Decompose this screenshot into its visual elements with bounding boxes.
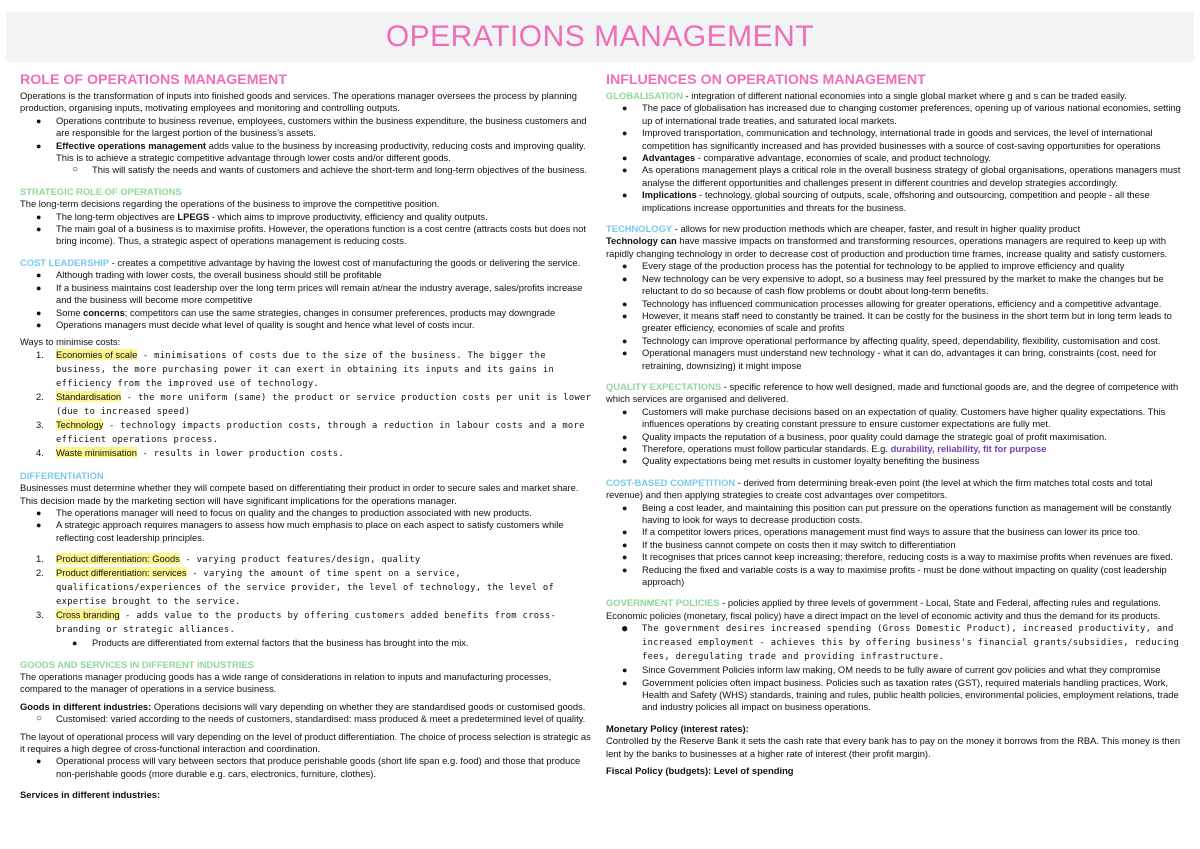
list-item: ● The pace of globalisation has increased due to changing customer preferences, opening up of various national economies, setting up of international trade treaties, and saturated local markets. bbox=[606, 102, 1182, 127]
list-item: ● A strategic approach requires managers to assess how much emphasis to place on each aspect to satisfy customers while reflecting cost leadership principles. bbox=[20, 519, 592, 544]
list-item: ● Operational managers must understand new technology - what it can do, advantages it can bring, constraints (cost, need for retraining, downsizing) it might impose bbox=[606, 347, 1182, 372]
strategic-intro: The long-term decisions regarding the operations of the business to improve the competitive position. bbox=[20, 198, 440, 210]
strategic-heading: STRATEGIC ROLE OF OPERATIONS bbox=[20, 185, 182, 197]
list-item: ● Technology has influenced communication processes allowing for greater operations, efficiency and a competitive advantage. bbox=[606, 298, 1182, 310]
page-title: OPERATIONS MANAGEMENT bbox=[385, 19, 815, 53]
list-item: ● Every stage of the production process has the potential for technology to be applied to improve efficiency and quality bbox=[606, 260, 1182, 272]
strategic-bullets bbox=[20, 211, 592, 248]
government-intro: GOVERNMENT POLICIES - policies applied by three levels of government - Local, State and Federal, affecting rules and regulations. bbox=[606, 597, 1161, 609]
ways-label: Ways to minimise costs: bbox=[20, 336, 121, 348]
monetary-text: Controlled by the Reserve Bank it sets the cash rate that every bank has to pay on the money it borrows from the RBA. This money is then lent by the banks to businesses at a higher rate of interest (their profit margin). bbox=[606, 735, 1181, 759]
list-item: ● Operations contribute to business revenue, employees, customers within the business expenditure, the business customers and are responsible for the largest portion of the business’s assets. bbox=[20, 115, 592, 140]
layout-text: The layout of operational process will vary depending on the level of product differentiation. The choice of process selection is strategic as it requires a high degree of cross-functional interaction and coordination. bbox=[20, 730, 591, 754]
quality-bullets bbox=[606, 406, 1182, 468]
list-item: ● Advantages - comparative advantage, economies of scale, and product technology. bbox=[606, 152, 1182, 164]
list-item: ● Quality impacts the reputation of a business, poor quality could damage the strategic goal of profit maximisation. bbox=[606, 431, 1182, 443]
monetary-label: Monetary Policy (interest rates): bbox=[606, 722, 749, 734]
list-item: ● Therefore, operations must follow particular standards. E.g. durability, reliability, fit for purpose bbox=[606, 443, 1182, 455]
differentiation-heading: DIFFERENTIATION bbox=[20, 469, 104, 481]
list-item: ● New technology can be very expensive to adopt, so a business may feel pressured by the market to make the changes but be reluctant to do so because of cash flow problems or doubt about long-term benefits. bbox=[606, 273, 1182, 298]
list-item: ● Some concerns; competitors can use the same strategies, changes in consumer preferences, products may downgrade bbox=[20, 307, 592, 319]
quality-intro: QUALITY EXPECTATIONS - specific reference to how well designed, made and functional goods are, and the degree of competence with which services are organised and delivered. bbox=[606, 380, 1179, 405]
list-item: ● Implications - technology, global sourcing of outputs, scale, offshoring and outsourcing, competition and people - all these implications increase opportunities and threats for the business. bbox=[606, 189, 1182, 214]
goods-services-intro: The operations manager producing goods has a wide range of considerations in relation to inputs and manufacturing processes, compared to the manager of operations in a service business. bbox=[20, 670, 552, 695]
list-item: ● The long-term objectives are LPEGS - which aims to improve productivity, efficiency and quality outputs. bbox=[20, 211, 592, 223]
list-item: 4. Waste minimisation - results in lower production costs. bbox=[36, 446, 344, 459]
technology-bullets bbox=[606, 260, 1182, 372]
differentiation-intro: Businesses must determine whether they will compete based on differentiating their product in order to secure sales and market share. This decision made by the marketing section will have significant implications for the operations manager. bbox=[20, 482, 579, 506]
list-item: ● Products are differentiated from external factors that the business has brought into the mix. bbox=[56, 637, 592, 649]
list-item: ● Customers will make purchase decisions based on an expectation of quality. Customers have higher quality expectations. This influences operations by creating constant pressure to ensure customer expectations are fully met. bbox=[606, 406, 1182, 431]
role-intro: Operations is the transformation of inputs into finished goods and services. The operations manager oversees the process by planning production, organising inputs, motivating employees and monitoring and controlling outputs. bbox=[20, 90, 577, 114]
list-item: 1. Economies of scale - minimisations of costs due to the size of the business. The bigger the business, the more purchasing power it can exert in obtaining its inputs and its gains in efficiency from the improved use of technology. bbox=[36, 348, 555, 389]
services-label: Services in different industries: bbox=[20, 789, 161, 801]
cost-leadership-intro: COST LEADERSHIP - creates a competitive advantage by having the lowest cost of manufacturing the goods or delivering the service. bbox=[20, 256, 581, 268]
list-item: 1. Product differentiation: Goods - varying product features/design, quality bbox=[36, 553, 421, 566]
title-banner bbox=[6, 12, 1194, 62]
cost-based-intro: COST-BASED COMPETITION - derived from determining break-even point (the level at which the firm matches total costs and total revenue) and then applying strategies to create cost advantages over competitors. bbox=[606, 476, 1153, 501]
list-item: ● Operational process will vary between sectors that produce perishable goods (short life span e.g. food) and those that produce non-perishable goods (more durable e.g. cars, electronics, furniture, clothes). bbox=[20, 755, 592, 780]
list-item: ● The government desires increased spending (Gross Domestic Product), increased productivity, and increased employment - achieves this by offering business's financial grants/subsidies, reducing fees, deregulating trade and providing infrastructure. bbox=[606, 622, 1182, 664]
list-item: ● Being a cost leader, and maintaining this position can put pressure on the operations function as management will be constantly having to look for ways to decrease production costs. bbox=[606, 502, 1182, 527]
list-item: 3. Cross branding - adds value to the products by offering customers added benefits from cross-branding or strategic alliances. bbox=[36, 609, 557, 636]
influences-heading: INFLUENCES ON OPERATIONS MANAGEMENT bbox=[606, 72, 926, 88]
role-bullets bbox=[20, 115, 592, 165]
list-item: ● Government policies often impact business. Policies such as taxation rates (GST), required materials handling practices, Work, Health and Safety (WHS) standards, training and rules, public health policies, environmental policies, employment relations, trade and industry policies all impact on business operations. bbox=[606, 677, 1182, 714]
government-paragraph: Economic policies (monetary, fiscal policy) have a direct impact on the level of economic activity and thus the demand for its products. bbox=[606, 609, 1161, 621]
layout-bullets bbox=[20, 755, 592, 780]
list-item: ● The main goal of a business is to maximise profits. However, the operations function is a cost centre (attracts costs but does not bring income). Thus, a strategic aspect of operations management is reducing costs. bbox=[20, 223, 592, 248]
list-item: ● If the business cannot compete on costs then it may switch to differentiation bbox=[606, 539, 1182, 551]
technology-paragraph: Technology can have massive impacts on transformed and transforming resources, operations managers are required to keep up with rapidly changing technology in order to decrease cost of production and production time frames, increase quality and satisfy customers. bbox=[606, 235, 1168, 259]
list-item: ● Operations managers must decide what level of quality is sought and hence what level of costs incur. bbox=[20, 319, 592, 331]
goods-sub-bullets bbox=[20, 713, 592, 725]
list-item: ● Technology can improve operational performance by affecting quality, speed, dependability, flexibility, customisation and cost. bbox=[606, 335, 1182, 347]
list-item: 3. Technology - technology impacts production costs, through a reduction in labour costs and a more efficient operations process. bbox=[36, 418, 585, 445]
differentiation-list bbox=[20, 553, 592, 637]
list-item: ● Since Government Policies inform law making, OM needs to be fully aware of current gov policies and what they compromise bbox=[606, 664, 1182, 676]
list-item: ● Improved transportation, communication and technology, international trade in goods and services, the level of international competition has significantly increased and has provided businesses with a source of cost-saving opportunities for operations bbox=[606, 127, 1182, 152]
list-item: ○ Customised: varied according to the needs of customers, standardised: mass produced & meet a predetermined level of quality. bbox=[20, 713, 592, 725]
cost-based-bullets bbox=[606, 502, 1182, 589]
cost-bullets bbox=[20, 269, 592, 331]
globalisation-intro: GLOBALISATION - integration of different national economies into a single global market where g and s can be traded easily. bbox=[606, 90, 1127, 101]
list-item: ● As operations management plays a critical role in the overall business strategy of global organisations, operations managers must analyse the different opportunities and challenges present in different countries and develop strategies accordingly. bbox=[606, 164, 1182, 189]
list-item: 2. Standardisation - the more uniform (same) the product or service production costs per unit is lower (due to increased speed) bbox=[36, 390, 592, 417]
list-item: ● Reducing the fixed and variable costs is a way to maximise profits - must be done without impacting on quality (cost leadership approach) bbox=[606, 564, 1182, 589]
goods-services-heading: GOODS AND SERVICES IN DIFFERENT INDUSTRIES bbox=[20, 658, 254, 670]
list-item: ● Quality expectations being met results in customer loyalty benefiting the business bbox=[606, 455, 1182, 467]
ways-list bbox=[20, 349, 592, 461]
right-column bbox=[606, 72, 1182, 778]
role-sub-bullets bbox=[20, 164, 592, 176]
list-item: ● However, it means staff need to constantly be trained. It can be costly for the business in the short term but in long term leads to greater efficiency, economies of scale and profits bbox=[606, 310, 1182, 335]
list-item: ● Effective operations management adds value to the business by increasing productivity, reducing costs and improving quality. This is to achieve a strategic competitive advantage through lower costs and/or different goods. bbox=[20, 140, 592, 165]
government-bullets bbox=[606, 622, 1182, 714]
list-item: ● The operations manager will need to focus on quality and the changes to production associated with new products. bbox=[20, 507, 592, 519]
list-item: ● If a business maintains cost leadership over the long term prices will remain at/near the industry average, sales/profits increase and the business will become more competitive bbox=[20, 282, 592, 307]
fiscal-label: Fiscal Policy (budgets): Level of spending bbox=[606, 765, 794, 777]
role-heading: ROLE OF OPERATIONS MANAGEMENT bbox=[20, 72, 287, 88]
list-item: ● If a competitor lowers prices, operations management must find ways to assure that the business can lower its price too. bbox=[606, 526, 1182, 538]
list-item: ● It recognises that prices cannot keep increasing; therefore, reducing costs is a way to maximise profits when revenues are fixed. bbox=[606, 551, 1182, 563]
list-item: ● Although trading with lower costs, the overall business should still be profitable bbox=[20, 269, 592, 281]
differentiation-sub-bullets bbox=[20, 637, 592, 649]
technology-intro: TECHNOLOGY - allows for new production methods which are cheaper, faster, and result in higher quality product bbox=[606, 223, 1081, 235]
list-item: ○ This will satisfy the needs and wants of customers and achieve the short-term and long-term objectives of the business. bbox=[20, 164, 592, 176]
differentiation-bullets bbox=[20, 507, 592, 544]
list-item: 2. Product differentiation: services - varying the amount of time spent on a service, qualifications/experiences of the service provider, the level of technology, the level of expertise brought to the service. bbox=[36, 567, 555, 608]
left-column bbox=[20, 72, 592, 802]
globalisation-bullets bbox=[606, 102, 1182, 214]
goods-industries: Goods in different industries: Operations decisions will vary depending on whether they are standardised goods or customised goods. bbox=[20, 700, 586, 712]
